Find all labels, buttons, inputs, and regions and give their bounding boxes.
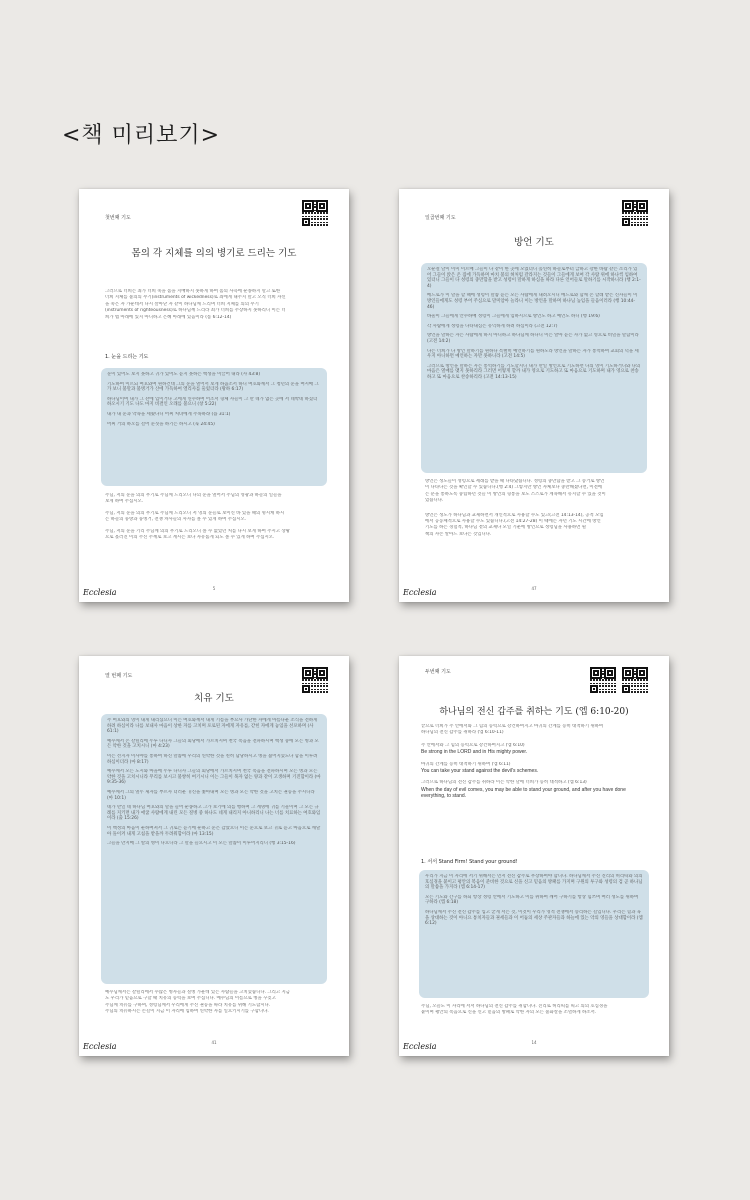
- body-text: [105, 493, 327, 541]
- page-title: 몸의 각 지체를 의의 병기로 드리는 기도: [131, 248, 297, 259]
- qr-code-icon: [301, 199, 329, 227]
- scripture-box: [421, 263, 647, 473]
- text-line: 으로 흘러진 이의 주신 주께로 보고 계시는 보다 자유롭게 되도 볼 수 있게 하여 주십시오.: [105, 535, 275, 541]
- text-line: 주님, 저의 눈을 기리 주님께 의의 무기로 드리오니 볼 수 없었던 처를 다시 보게 하여 주시고 상황: [105, 528, 290, 534]
- box-line: 예수께서 그의 열두 제자를 부르사 더러운 귀신을 쫓아내며 모든 병과 모든 약한 것을 고치는 권능을 주시니라 (마 10:1): [107, 789, 315, 801]
- scripture-box: [419, 870, 649, 998]
- box-line: 방언을 말하는 자는 사람에게 하지 아니하고 하나님께 하나니 이는 알아 듣는 자가 없고 영으로 비밀을 말함이라 (고전 14:2): [427, 333, 639, 344]
- text-line: 는 분을 통하도록 중립하던 것들 이 방언의 형통을 보도 스스로가 계속해서 유지할 수 있을 것이: [425, 491, 606, 497]
- page-title: 방언 기도: [514, 237, 554, 248]
- text-line: 주님, 저의 눈을 의의 무기로 주님께 드리오니 나의 눈을 열어서 주님의 영광과 하늘의 일들을: [105, 493, 282, 498]
- text-line: 는 하늘의 풍방과 풍병거, 전쟁 차사들의 사자를 볼 수 있게 하여 주십시오.: [105, 517, 247, 523]
- box-line: 주 여호와의 영이 내게 내리셨으니 이는 여호와께서 내게 기름을 부으사 가난한 자에게 아름다운 소식을 전하게 하려 하심이라 나를 보내사 마음이 상한 자를 고치며 포로된 자에게 자유를, 갇힌 자에게 놓임을 선포하며 (사 61:1): [107, 718, 318, 735]
- intro-text: [421, 724, 649, 800]
- text-line: 방언은 성도가 하나님과 교제하면서 개인적으로 사용할 수도 있고(고전 14:13-14), 공적 모임: [425, 512, 604, 518]
- box-line: 예수께서 온 갈릴리에 두루 다니사 그들의 회당에서 가르치시며 천국 복음을 전파하시며 백성 중에 모든 병과 모든 약한 것을 고치시니 (마 4:23): [107, 738, 319, 750]
- box-line: 이는 선지자 이사야를 통하여 하신 말씀에 우리의 연약한 것을 친히 담당하시고 병을 짊어지셨도다 함을 이루려 하심이더라 (마 8:17): [107, 753, 318, 765]
- text-line: 그러므로 너희는 죄가 너희 죽을 몸을 지배하지 못하게 하여 몸의 사욕에 순종하지 말고 또한: [105, 289, 281, 294]
- section-heading: 1. 눈을 드리는 기도: [105, 354, 149, 360]
- qr-code-icon: [621, 666, 649, 694]
- box-line: 내가 내 눈과 약속을 세웠나니 어찌 처녀에게 주목하랴 (욥 31:1): [107, 411, 231, 417]
- text-line: 주님께 치유를 구하며, 성령님께서 우리에게 주신 권능을 따라 치유를 위해 기도합시다.: [105, 1002, 271, 1008]
- page-title: 치유 기도: [194, 693, 234, 704]
- publisher-signature: Ecclesia: [83, 1042, 117, 1051]
- box-line: 바울이 그들에게 안수하매 성령이 그들에게 임하시므로 방언도 하고 예언도 하니 (행 19:6): [427, 314, 600, 320]
- box-line: 나는 너희가 다 방언 말하기를 원하나 특별히 예언하기를 원하노라 방언을 말하는 자가 통역하여 교회의 덕을 세우지 아니하면 예언하는 자만 못하니라 (고전 14:5): [427, 348, 639, 360]
- page-title: 하나님의 전신 갑주를 취하는 기도 (엡 6:10-20): [439, 707, 629, 717]
- verse-en: Be strong in the LORD and in His mighty power.: [421, 749, 528, 756]
- box-line: 그들을 만지매 그 딸의 병이 나으니라 그 말을 들으시고 이 모든 말씀이 이루어지리니 (행 3:15-16): [107, 841, 296, 847]
- running-head: 두번째 기도: [425, 669, 451, 675]
- text-line: 도 우리가 믿음으로 구할 때 치유의 능력을 보여 주십니다. 예수님의 이름으로 병을 꾸짖고: [105, 996, 276, 1002]
- text-line: 에서 공동체적으로 사용할 수도 있습니다.(고전 14:27-28) 이 때에는 자던 기도 시간에 방언: [425, 519, 601, 525]
- qr-code-icon: [589, 666, 617, 694]
- text-line: 너희 지체를 불의의 무기(instruments of wickedness)로 죄에게 내주지 말고 오직 너희 자신: [105, 295, 286, 301]
- body-text: [105, 990, 327, 1016]
- page-number: 5: [212, 586, 216, 591]
- page-number: 14: [531, 1040, 537, 1045]
- qr-code-icon: [621, 199, 649, 227]
- verse-ko: 마귀의 간계를 능히 대적하기 위하여 (엡 6:11): [421, 761, 511, 767]
- box-line: 우리가 지금 이 자리에 서기 위해서는 먼저 전신 갑주로 무장하여야 합니다. 하나님께서 주신 진리의 허리띠와 의의 호심경을 붙이고 평안의 복음이 준비한 것으로 신을 신고 믿음의 방패를 가지며 구원의 투구와 성령의 검 곧 하나님의 말씀을 가지라 (엡 6:14-17): [425, 874, 643, 891]
- text-line: 주님, 저의 눈을 의의 무기로 주님께 드리오니 저 영의 눈들로 보이신 바 있을 때의 명시케 하시: [105, 510, 285, 516]
- box-line: 하나님께서 주신 전신 갑주를 입고 굳게 서는 것, 이것이 우리가 영적 전쟁에서 승리하는 길입니다. 우리는 혈과 육을 상대하는 것이 아니요 통치자들과 권세들과 이 어둠의 세상 주관자들과 하늘에 있는 악의 영들을 상대함이라 (엡 6:12): [425, 909, 643, 927]
- qr-group: [621, 195, 649, 227]
- text-line: 을 죽은 자 가운데서 다시 살아난 자 같이 하나님께 드리며 너희 지체를 의의 무기: [105, 301, 259, 307]
- box-line: 네가 만일 네 하나님 여호와의 말을 들어 순종하고 그가 보기에 의를 행하며 그 계명에 귀를 기울이며 그 모든 규례를 지키면 내가 애굽 사람에게 내린 모든 질병 중 하나도 네게 내리지 아니하리니 나는 너를 치료하는 여호와임이라 (출 15:26): [107, 805, 321, 822]
- verse-en: When the day of evil comes, you may be able to stand your ground, and after you have done everything, to stand.: [421, 786, 626, 800]
- publisher-signature: Ecclesia: [83, 588, 117, 597]
- qr-group: [589, 662, 649, 694]
- preview-page-1: [79, 189, 349, 602]
- box-line: 눈이 있어도 보지 못하고 귀가 있어도 듣지 못하는 백성을 이끌어 내라 (사 43:8): [107, 372, 261, 377]
- qr-group: [301, 195, 329, 227]
- running-head: 첫번째 기도: [105, 215, 131, 221]
- box-line: 어찌 거의 하오를 걸어 눈짓을 하기는 하시고 (눅 24:45): [107, 421, 215, 427]
- box-line: 오순절 날이 이미 이르매 그들이 다 같이 한 곳에 모였더니 홀연히 하늘로부터 급하고 강한 바람 같은 소리가 있어 그들이 앉은 온 집에 가득하며 마치 불의 혀처럼 갈라지는 것들이 그들에게 보여 각 사람 위에 하나씩 임하여 있더니 그들이 다 성령의 충만함을 받고 성령이 말하게 하심을 따라 다른 언어들로 말하기를 시작하니라 (행 2:1-4): [427, 267, 641, 289]
- text-line: 예수님께서는 갈릴리에서 수많은 병자들과 질병 가운데 있는 사람들을 고치셨습니다. 그리고 지금: [105, 990, 291, 995]
- verse-ko: 그러므로 하나님의 전신 갑주를 취하라 이는 악한 날에 너희가 능히 대적하고 (엡 6:13): [421, 780, 587, 786]
- box-line: 베드로가 이 말을 할 때에 성령이 말씀 듣는 모든 사람에게 내려오시니 베드로와 함께 온 할례 받은 신자들이 이방인들에게도 성령 부어 주심으로 말미암아 놀라니 이는 방언을 말하며 하나님 높임을 들음이러라 (행 10:44-46): [427, 293, 638, 310]
- scripture-box: [101, 368, 327, 486]
- publisher-signature: Ecclesia: [403, 588, 437, 597]
- section-heading: 1. 서서 Stand Firm! Stand your ground!: [421, 859, 518, 865]
- page-number: 41: [211, 1040, 217, 1045]
- text-line: 기도를 하는 경험적, 하나님 곁의 교제나 모일 기운에 방언으로 성령님을 사용하면 될: [425, 525, 586, 531]
- page-heading: <책 미리보기>: [62, 123, 221, 148]
- scripture-box: [101, 714, 327, 984]
- text-line: 희가 법 아래에 있지 아니하고 은혜 아래에 있음이라 (롬 6:12-14): [105, 314, 232, 320]
- intro-text: [105, 289, 327, 321]
- verse-en: You can take your stand against the devil's schemes.: [421, 768, 539, 775]
- text-line: 끝으로 너희가 주 안에서와 그 힘의 능력으로 강건하여지고 마귀의 간계를 능히 대적하기 위하여: [421, 724, 604, 729]
- running-head: 일곱번째 기도: [425, 215, 456, 221]
- preview-page-3: [79, 656, 349, 1056]
- box-line: 예수께서 모든 도시와 마을에 두루 다니사 그들의 회당에서 가르치시며 천국 복음을 전파하시며 모든 병과 모든 약한 것을 고치시니라 무리를 보시고 불쌍히 여기시니 이는 그들이 목자 없는 양과 같이 고생하며 기진함이라 (마 9:35-36): [107, 769, 321, 786]
- box-line: 하나님이여 내가 그 잔에 입이거나 고에게 연수하여 어조서 형체 사들이 그 만 네가 없는 곳에 서 네박네 하셨더 하오시기 기도 나도 마지 비결인 오래를 불으니 (창 5:22): [107, 396, 318, 408]
- running-head: 열 번째 기도: [105, 673, 133, 679]
- text-line: (instruments of righteousness)로 하나님께 드리라 죄가 너희를 주장하지 못하리니 이는 너: [105, 308, 286, 314]
- box-line: 이 백성의 마음이 둔하여져서 그 귀로는 듣기에 둔하고 눈은 감았으니 이는 눈으로 보고 귀로 듣고 마음으로 깨달아 돌이켜 내게 고침을 받을까 두려워함이라 (마 13:15): [107, 825, 321, 837]
- text-line: 붙이며 평안의 복음으로 신을 신고 믿음의 방패로 악한 자의 모든 불화살을 소멸하게 하소서.: [421, 1010, 597, 1016]
- text-line: 하나님의 전신 갑주를 취하라 (엡 6:10-11): [421, 730, 504, 736]
- text-line: 었습니다.: [425, 498, 444, 504]
- preview-page-4: [399, 656, 669, 1056]
- text-line: 방언은 성도들이 성령으로 세례를 받을 때 나타났습니다. 성령의 충만함을 받고 그 증거로 방언: [425, 479, 605, 484]
- text-line: 주님, 오늘도 이 자리에 서서 하나님의 전신 갑주를 취합니다. 진리로 허리띠를 띠고 의의 호심경을: [421, 1004, 608, 1009]
- body-text: [421, 1004, 649, 1017]
- box-line: 그러므로 방언을 말하는 자는 통역하기를 기도할지니 내가 만일 방언으로 기도하면 나의 영이 기도하거니와 나의 마음은 열매를 맺지 못하리라 그러면 어떻게 할까 내가 영으로 기도하고 또 마음으로 기도하며 내가 영으로 찬송하고 또 마음으로 찬송하리라 (고전 14:13-15): [427, 363, 641, 380]
- publisher-signature: Ecclesia: [403, 1042, 437, 1051]
- body-text: [425, 479, 647, 538]
- text-line: 책의 자손 알아드 보다는 것입니다.: [425, 531, 492, 537]
- text-line: 주님의 치유하시는 손길이 지금 이 자리에 임하여 연약한 자를 일으키시기를 구합니다.: [105, 1009, 269, 1015]
- box-line: 기도하여 이르되 여호와여 원하건대 그의 눈을 열어서 보게 하옵소서 하니 여호와께서 그 청년의 눈을 여시매 그가 보니 불말과 불병거가 산에 가득하여 엘리사를 둘렀더라 (왕하 6:17): [107, 381, 319, 393]
- box-line: 모든 기도와 간구를 하되 항상 성령 안에서 기도하고 이를 위하여 깨어 구하기를 항상 힘쓰며 여러 성도를 위하여 구하라 (엡 6:18): [425, 894, 639, 906]
- text-line: 보게 하여 주십시오.: [105, 499, 144, 505]
- preview-page-2: [399, 189, 669, 602]
- page-number: 47: [531, 586, 537, 591]
- box-line: 각 사람에게 성령을 나타내심은 유익하게 하려 하심이라 (고전 12:7): [427, 323, 558, 329]
- verse-ko: 주 안에서와 그 힘의 능력으로 강건하여지고 (엡 6:10): [421, 742, 525, 748]
- text-line: 이 나타나는 것을 확인할 수 있습니다.(행 2:4) 그렇지만 방언 자체보다 충만해졌다면, 이전에: [425, 485, 603, 491]
